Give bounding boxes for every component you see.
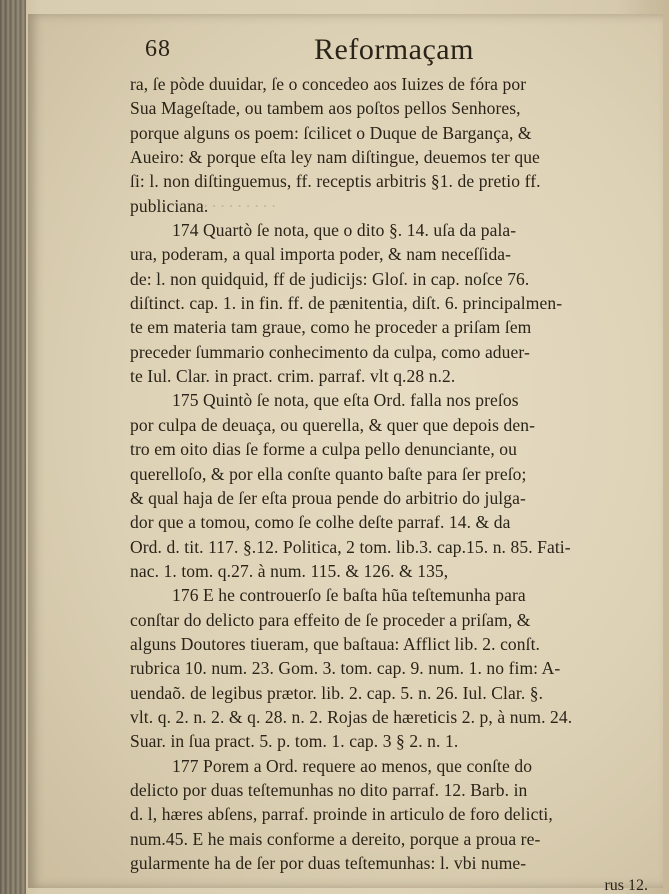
text-line: te em materia tam graue, como he proceder a priſam ſem (130, 317, 532, 338)
text-line: porque alguns os poem: ſcilicet o Duque de Bargança, & (130, 122, 532, 143)
text-line: por culpa de deuaça, ou querella, & quer que depois den- (130, 414, 536, 435)
text-line: te Iul. Clar. in pract. crim. parraf. vlt q.28 n.2. (130, 366, 456, 387)
text-line: diſtinct. cap. 1. in fin. ff. de pænitentia, diſt. 6. principalmen- (130, 293, 563, 314)
book-gutter (0, 0, 26, 894)
text-line: querelloſo, & por ella conſte quanto baſte para ſer preſo; (130, 463, 527, 484)
text-line: 177 Porem a Ord. requere ao menos, que conſte do (172, 755, 533, 776)
text-line: 175 Quintò ſe nota, que eſta Ord. falla nos preſos (172, 390, 519, 411)
text-line: delicto por duas teſtemunhas no dito parraf. 12. Barb. in (130, 779, 528, 800)
text-line: alguns Doutores tiueram, que baſtaua: Afflict lib. 2. conſt. (130, 633, 541, 654)
text-line: 176 E he controuerſo ſe baſta hũa teſtemunha para (172, 585, 526, 606)
page-header (130, 33, 652, 70)
text-line: Sua Mageſtade, ou tambem aos poſtos pellos Senhores, (130, 98, 521, 119)
text-line: num.45. E he mais conforme a dereito, porque a proua re- (130, 828, 541, 849)
show-through-text: . . . . . . . . . . . . (178, 192, 276, 211)
text-line: d. l, hæres abſens, parraf. proinde in articulo de foro delicti, (130, 804, 553, 825)
text-line: & qual haja de ſer eſta proua pende do arbitrio do julga- (130, 487, 526, 508)
text-line: Aueiro: & porque eſta ley nam diſtingue, deuemos ter que (130, 147, 540, 168)
text-line: publiciana. (130, 195, 209, 216)
text-line: nac. 1. tom. q.27. à num. 115. & 126. & 135, (130, 560, 449, 581)
text-line: vlt. q. 2. n. 2. & q. 28. n. 2. Rojas de hæreticis 2. p, à num. 24. (130, 706, 573, 727)
text-line: tro em oito dias ſe forme a culpa pello denunciante, ou (130, 439, 517, 460)
text-line: Ord. d. tit. 117. §.12. Politica, 2 tom. lib.3. cap.15. n. 85. Fati- (130, 536, 571, 557)
text-line: ura, poderam, a qual importa poder, & nam neceſſida- (130, 244, 512, 265)
text-line: 174 Quartò ſe nota, que o dito §. 14. uſa da pala- (172, 220, 517, 241)
text-line: ſi: l. non diſtinguemus, ff. receptis arbitris §1. de pretio ff. (130, 171, 541, 192)
page-text-block (130, 33, 652, 894)
text-line: dor que a tomou, como ſe colhe deſte parraf. 14. & da (130, 512, 511, 533)
text-line: gularmente ha de ſer por duas teſtemunhas: l. vbi nume- (130, 853, 527, 873)
catchword: rus 12. (604, 877, 648, 894)
text-line: preceder ſummario conhecimento da culpa, como aduer- (130, 341, 530, 362)
text-line: rubrica 10. num. 23. Gom. 3. tom. cap. 9. num. 1. no fim: A- (130, 658, 561, 679)
running-title: Reformaçam (314, 33, 474, 66)
text-line: de: l. non quidquid, ff de judicijs: Gloſ. in cap. noſce 76. (130, 268, 530, 289)
text-line: conſtar do delicto para effeito de ſe proceder a priſam, & (130, 609, 531, 630)
text-line: Suar. in ſua pract. 5. p. tom. 1. cap. 3 § 2. n. 1. (130, 731, 459, 752)
page-number: 68 (145, 36, 171, 62)
text-line: ra, ſe pòde duuidar, ſe o concedeo aos Iuizes de fóra por (130, 74, 527, 94)
text-line: uendaõ. de legibus prætor. lib. 2. cap. 5. n. 26. Iul. Clar. §. (130, 682, 544, 703)
body-text (130, 72, 652, 875)
